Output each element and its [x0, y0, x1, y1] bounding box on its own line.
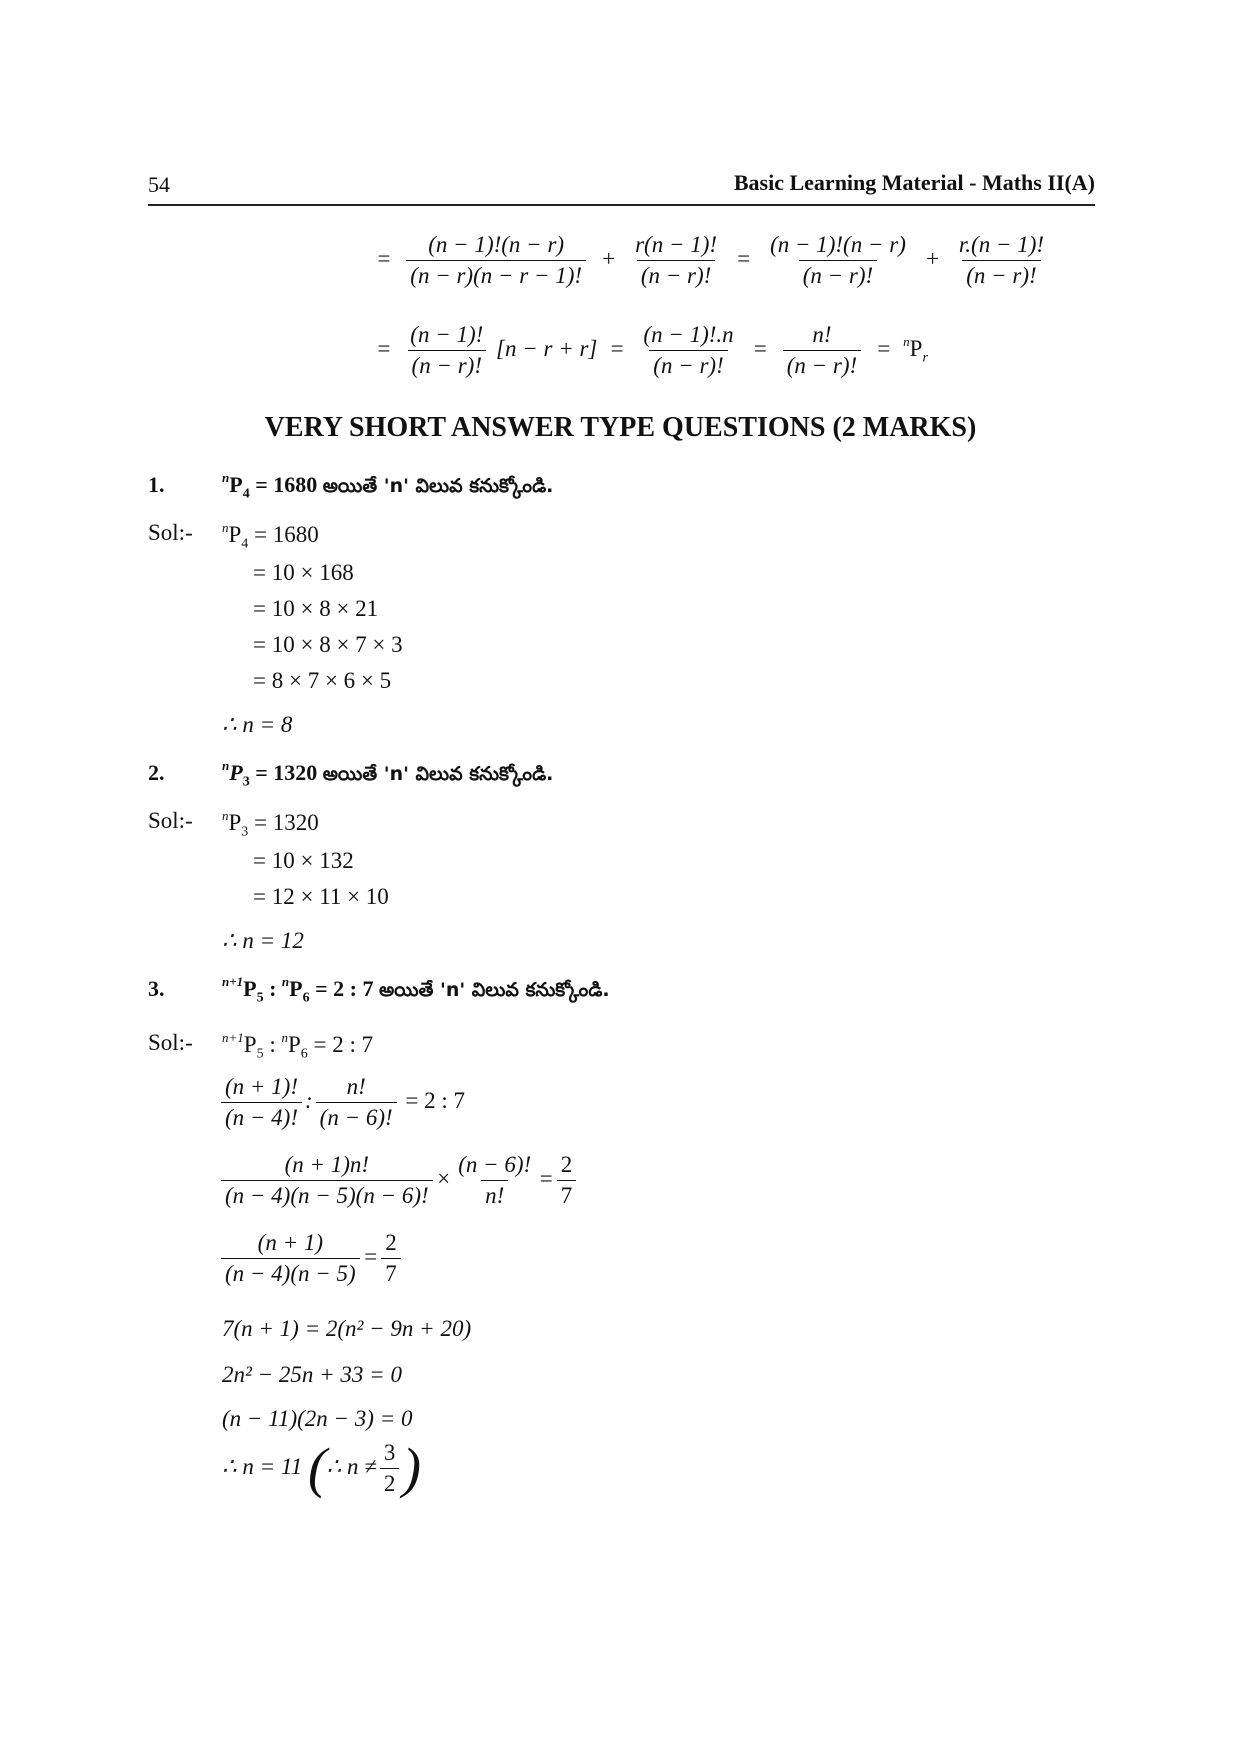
fraction: $\frac{(n + 1)}{(n - 4)(n - 5)}$ [221, 1230, 360, 1287]
fraction: $\frac{r.(n - 1)!}{(n - r)!}$ [958, 232, 1045, 288]
fraction: $\frac{(n - 1)!(n - r)}{(n - r)!}$ [770, 232, 906, 288]
question-text: $^nP_3 = 1320$ అయితే 'n' విలువ కనుక్కోండి. [222, 758, 554, 790]
solution-step: = 10 × 8 × 7 × 3 [253, 632, 403, 657]
solution-step: $\frac{(n + 1)n!}{(n - 4)(n - 5)(n - 6)!}$ × $\frac{(n - 6)!}{n!}$ = $\frac{2}{7}$ [218, 1152, 579, 1209]
solution-label: Sol:- [148, 808, 193, 833]
solution-label: Sol:- [148, 1030, 193, 1055]
derivation-line-2: = $\frac{(n - 1)!}{(n - r)!}$ [n − r + r] = $\frac{(n - 1)!.n}{(n - r)!}$ = $\frac{n!}{(n - r)!}$ = $^nP_r$ [376, 322, 928, 378]
fraction: $\frac{3}{2}$ [380, 1440, 400, 1497]
solution-step: (n − 11)(2n − 3) = 0 [222, 1406, 413, 1431]
running-header-title: Basic Learning Material - Maths II(A) [733, 170, 1095, 195]
solution-step: = 10 × 168 [253, 560, 354, 585]
fraction: $\frac{2}{7}$ [381, 1230, 401, 1287]
solution-step: $\frac{(n + 1)!}{(n - 4)!}$ : $\frac{n!}{(n - 6)!}$ = 2 : 7 [218, 1074, 465, 1131]
section-title: VERY SHORT ANSWER TYPE QUESTIONS (2 MARKS) [264, 412, 977, 443]
fraction: $\frac{(n + 1)!}{(n - 4)!}$ [221, 1074, 302, 1131]
solution-first-line: $^nP_4 = 1680$ [222, 520, 319, 552]
solution-conclusion: ∴ n = 8 [222, 712, 293, 737]
fraction: $\frac{n!}{(n - 6)!}$ [316, 1074, 397, 1131]
solution-label: Sol:- [148, 520, 193, 545]
question-number: 2. [148, 760, 165, 785]
fraction: $\frac{(n - 1)!(n - r)}{(n - r)(n - r - 1)!}$ [406, 232, 586, 289]
solution-step: 2n² − 25n + 33 = 0 [222, 1362, 402, 1387]
solution-conclusion: ∴ n = 11 (∴ n ≠ $\frac{3}{2}$ ) [222, 1437, 422, 1500]
solution-conclusion: ∴ n = 12 [222, 928, 304, 953]
permutation-result: $^nP_r$ [903, 333, 928, 366]
solution-first-line: $^{n+1}P_5$ : $^nP_6 = 2$ : 7 [222, 1030, 374, 1062]
fraction: $\frac{(n - 1)!.n}{(n - r)!}$ [643, 322, 734, 378]
fraction: $\frac{2}{7}$ [557, 1152, 577, 1209]
solution-step: = 8 × 7 × 6 × 5 [253, 668, 392, 693]
solution-step: = 10 × 132 [253, 848, 354, 873]
derivation-line-1: = $\frac{(n - 1)!(n - r)}{(n - r)(n - r - 1)!}$ + $\frac{r(n - 1)!}{(n - r)!}$ = $\frac{(n - 1)!(n - r)}{(n - r)!}$ + $\frac{r.(n - 1)!}{(n - r)!}$ [370, 232, 1051, 289]
header-rule [148, 204, 1095, 206]
solution-step: = 12 × 11 × 10 [253, 884, 389, 909]
page-number: 54 [148, 172, 170, 197]
fraction: $\frac{(n + 1)n!}{(n - 4)(n - 5)(n - 6)!}$ [221, 1152, 433, 1209]
question-number: 3. [148, 976, 165, 1001]
fraction: $\frac{r(n - 1)!}{(n - r)!}$ [635, 232, 718, 288]
question-number: 1. [148, 472, 165, 497]
bracket-expression: [n − r + r] [496, 335, 598, 361]
fraction: $\frac{(n - 1)!}{(n - r)!}$ [406, 322, 487, 379]
solution-step: = 10 × 8 × 21 [253, 596, 379, 621]
fraction: $\frac{(n - 6)!}{n!}$ [458, 1152, 532, 1208]
question-text: $^{n+1}P_5$ : $^nP_6 = 2$ : 7 అయితే 'n' విలువ కనుక్కోండి. [222, 974, 610, 1006]
question-text: $^nP_4 = 1680$ అయితే 'n' విలువ కనుక్కోండి. [222, 470, 554, 502]
solution-first-line: $^nP_3 = 1320$ [222, 808, 319, 840]
fraction: $\frac{n!}{(n - r)!}$ [783, 322, 861, 379]
solution-step: $\frac{(n + 1)}{(n - 4)(n - 5)}$ = $\frac{2}{7}$ [218, 1230, 404, 1287]
solution-step: 7(n + 1) = 2(n² − 9n + 20) [222, 1316, 472, 1341]
